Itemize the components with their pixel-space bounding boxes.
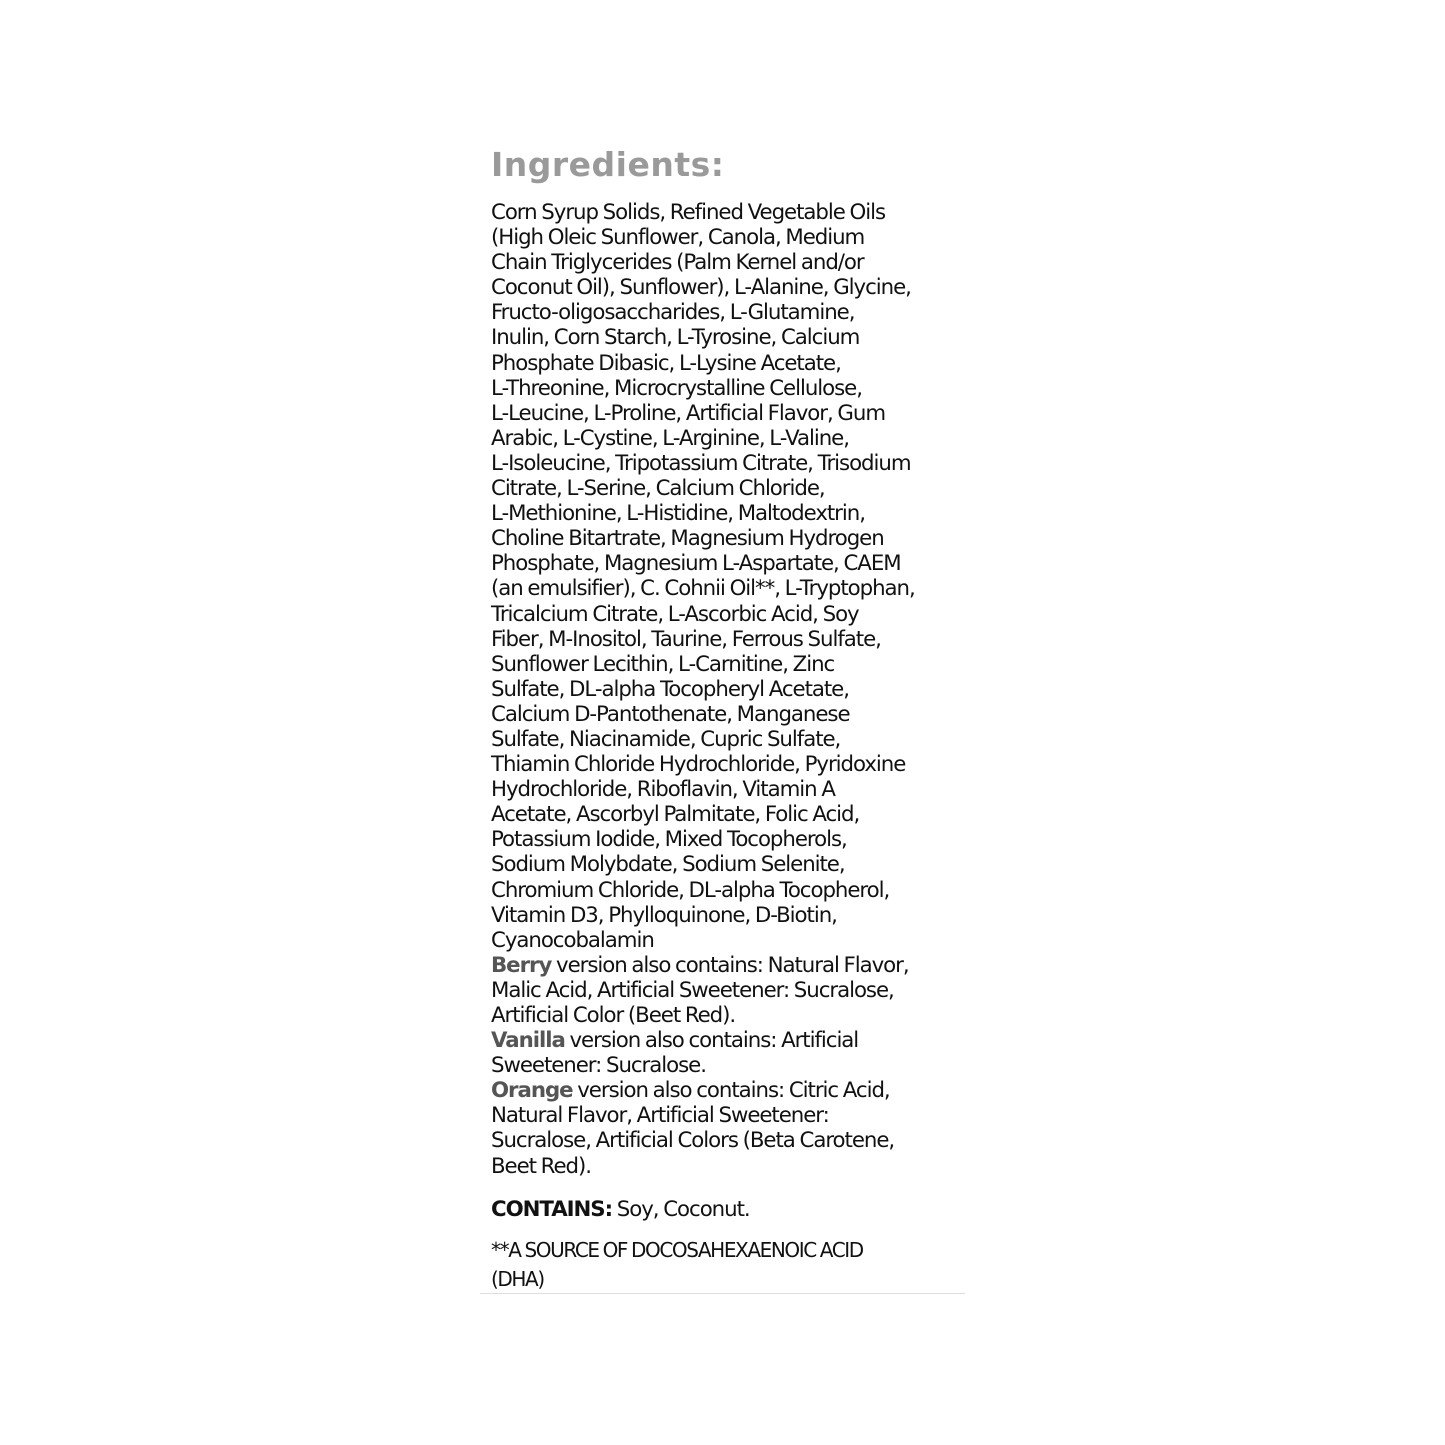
variant-berry-name: Berry <box>491 952 552 978</box>
dha-footnote: **A SOURCE OF DOCOSAHEXAENOIC ACID (DHA) <box>491 1238 863 1291</box>
variant-orange <box>491 1078 915 1178</box>
ingredients-title: Ingredients: <box>491 145 725 184</box>
allergen-contains-label: CONTAINS: <box>491 1197 613 1222</box>
variant-vanilla <box>491 1028 915 1078</box>
variant-berry <box>491 953 915 1028</box>
variant-berry-text: version also contains: Natural Flavor, Malic Acid, Artificial Sweetener: Sucralose, Artificial Color (Beet Red). <box>491 952 909 1028</box>
allergen-contains <box>491 1196 750 1224</box>
variant-orange-text: version also contains: Citric Acid, Natural Flavor, Artificial Sweetener: Sucralose, Artificial Colors (Beta Carotene, Beet Red). <box>491 1078 895 1179</box>
ingredients-list <box>491 200 915 1179</box>
bottom-divider <box>480 1293 965 1294</box>
allergen-contains-text: Soy, Coconut. <box>612 1197 750 1222</box>
ingredients-text: Corn Syrup Solids, Refined Vegetable Oils (High Oleic Sunflower, Canola, Medium Chain Triglycerides (Palm Kernel and/or Coconut Oil), Sunflower), L-Alanine, Glycine, Fructo-oligosaccharides, L-Glutamine, Inulin, Corn Starch, L-Tyrosine, Calcium Phosphate Dibasic, L-Lysine Acetate, L-Threonine, Microcrystalline Cellulose, L-Leucine, L-Proline, Artificial Flavor, Gum Arabic, L-Cystine, L-Arginine, L-Valine, L-Isoleucine, Tripotassium Citrate, Trisodium Citrate, L-Serine, Calcium Chloride, L-Methionine, L-Histidine, Maltodextrin, Choline Bitartrate, Magnesium Hydrogen Phosphate, Magnesium L-Aspartate, CAEM (an emulsifier), C. Cohnii Oil**, L-Tryptophan, Tricalcium Citrate, L-Ascorbic Acid, Soy Fiber, M-Inositol, Taurine, Ferrous Sulfate, Sunflower Lecithin, L-Carnitine, Zinc Sulfate, DL-alpha Tocopheryl Acetate, Calcium D-Pantothenate, Manganese Sulfate, Niacinamide, Cupric Sulfate, Thiamin Chloride Hydrochloride, Pyridoxine Hydrochloride, Riboflavin, Vitamin A Acetate, Ascorbyl Palmitate, Folic Acid, Potassium Iodide, Mixed Tocopherols, Sodium Molybdate, Sodium Selenite, Chromium Chloride, DL-alpha Tocopherol, Vitamin D3, Phylloquinone, D-Biotin, Cyanocobalamin <box>491 200 915 953</box>
variant-vanilla-text: version also contains: Artificial Sweetener: Sucralose. <box>491 1028 859 1079</box>
variant-orange-name: Orange <box>491 1078 573 1104</box>
variant-vanilla-name: Vanilla <box>491 1028 565 1054</box>
